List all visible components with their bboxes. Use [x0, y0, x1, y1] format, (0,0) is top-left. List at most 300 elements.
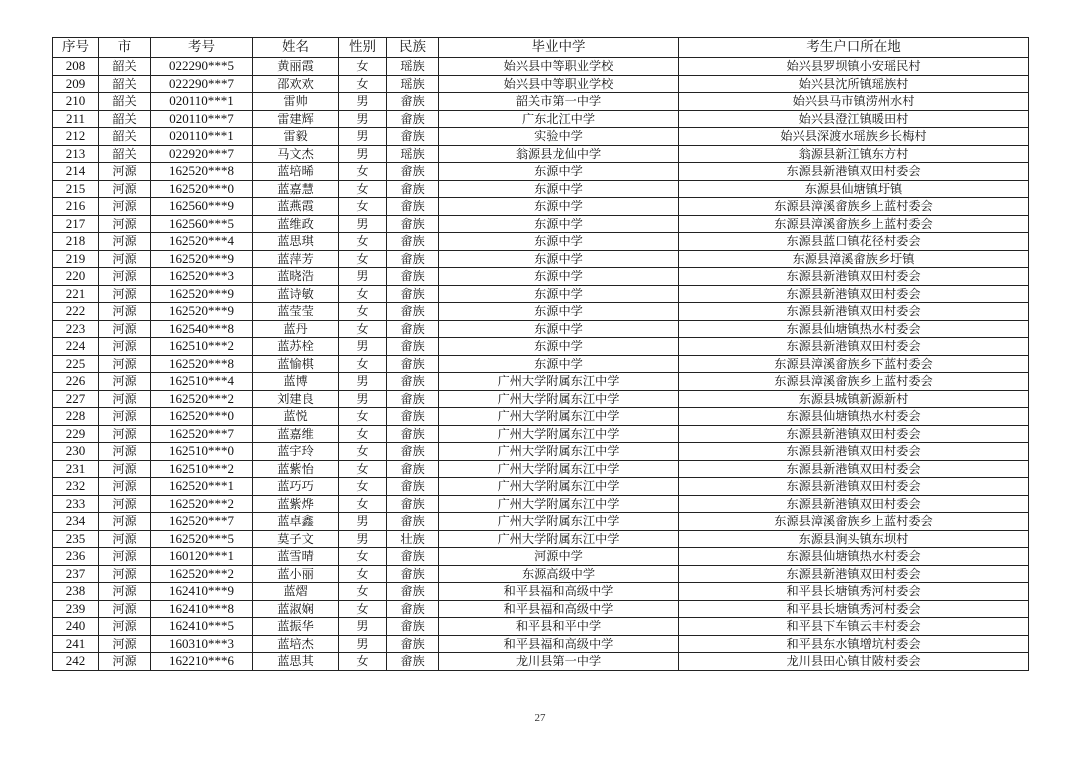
cell-seq: 232	[53, 478, 99, 496]
cell-household: 始兴县沈所镇瑶族村	[679, 75, 1029, 93]
cell-ethnicity: 畲族	[387, 425, 439, 443]
cell-seq: 215	[53, 180, 99, 198]
cell-city: 河源	[99, 460, 151, 478]
table-row	[53, 128, 1029, 146]
cell-school: 始兴县中等职业学校	[439, 75, 679, 93]
cell-gender: 男	[339, 145, 387, 163]
cell-school: 和平县和平中学	[439, 618, 679, 636]
cell-gender: 女	[339, 653, 387, 671]
cell-name: 蓝培杰	[253, 635, 339, 653]
cell-city: 河源	[99, 163, 151, 181]
cell-exam-no: 162510***2	[151, 460, 253, 478]
cell-city: 韶关	[99, 93, 151, 111]
cell-exam-no: 162560***9	[151, 198, 253, 216]
cell-name: 邵欢欢	[253, 75, 339, 93]
cell-ethnicity: 畲族	[387, 180, 439, 198]
table-row	[53, 478, 1029, 496]
header-row	[53, 38, 1029, 58]
cell-ethnicity: 畲族	[387, 215, 439, 233]
cell-city: 河源	[99, 268, 151, 286]
cell-name: 蓝卓鑫	[253, 513, 339, 531]
table-row	[53, 425, 1029, 443]
cell-exam-no: 022290***7	[151, 75, 253, 93]
cell-seq: 212	[53, 128, 99, 146]
cell-ethnicity: 畲族	[387, 110, 439, 128]
cell-seq: 231	[53, 460, 99, 478]
cell-ethnicity: 畲族	[387, 93, 439, 111]
cell-household: 东源县新港镇双田村委会	[679, 285, 1029, 303]
cell-school: 河源中学	[439, 548, 679, 566]
cell-name: 蓝紫怡	[253, 460, 339, 478]
cell-name: 马文杰	[253, 145, 339, 163]
cell-name: 蓝苏栓	[253, 338, 339, 356]
table-row	[53, 408, 1029, 426]
cell-exam-no: 162510***4	[151, 373, 253, 391]
cell-name: 蓝丹	[253, 320, 339, 338]
cell-name: 蓝培晞	[253, 163, 339, 181]
cell-name: 蓝愉棋	[253, 355, 339, 373]
cell-household: 东源县仙塘镇热水村委会	[679, 320, 1029, 338]
cell-city: 河源	[99, 443, 151, 461]
cell-household: 东源县新港镇双田村委会	[679, 338, 1029, 356]
cell-name: 蓝博	[253, 373, 339, 391]
cell-ethnicity: 畲族	[387, 565, 439, 583]
cell-seq: 241	[53, 635, 99, 653]
cell-gender: 男	[339, 390, 387, 408]
cell-household: 东源县城镇新源新村	[679, 390, 1029, 408]
cell-seq: 235	[53, 530, 99, 548]
cell-school: 东源中学	[439, 268, 679, 286]
cell-household: 始兴县澄江镇暖田村	[679, 110, 1029, 128]
cell-school: 东源中学	[439, 320, 679, 338]
table-row	[53, 373, 1029, 391]
cell-school: 东源高级中学	[439, 565, 679, 583]
cell-name: 蓝紫烨	[253, 495, 339, 513]
table-row	[53, 145, 1029, 163]
cell-school: 广州大学附属东江中学	[439, 460, 679, 478]
cell-household: 东源县漳溪畲族乡上蓝村委会	[679, 373, 1029, 391]
table-row	[53, 163, 1029, 181]
cell-exam-no: 162560***5	[151, 215, 253, 233]
table-row	[53, 513, 1029, 531]
cell-household: 东源县新港镇双田村委会	[679, 443, 1029, 461]
cell-school: 东源中学	[439, 338, 679, 356]
cell-name: 黄丽霞	[253, 58, 339, 76]
cell-name: 蓝思其	[253, 653, 339, 671]
cell-ethnicity: 畲族	[387, 303, 439, 321]
table-row	[53, 530, 1029, 548]
cell-household: 东源县新港镇双田村委会	[679, 268, 1029, 286]
table-row	[53, 75, 1029, 93]
cell-seq: 236	[53, 548, 99, 566]
cell-exam-no: 162520***5	[151, 530, 253, 548]
cell-name: 蓝宇玲	[253, 443, 339, 461]
cell-school: 东源中学	[439, 163, 679, 181]
cell-gender: 男	[339, 93, 387, 111]
cell-ethnicity: 畲族	[387, 233, 439, 251]
cell-school: 和平县福和高级中学	[439, 635, 679, 653]
cell-city: 韶关	[99, 75, 151, 93]
table-row	[53, 618, 1029, 636]
cell-gender: 女	[339, 600, 387, 618]
cell-gender: 女	[339, 565, 387, 583]
cell-gender: 女	[339, 58, 387, 76]
cell-ethnicity: 畲族	[387, 443, 439, 461]
student-roster-table	[52, 37, 1029, 671]
cell-exam-no: 162520***4	[151, 233, 253, 251]
cell-name: 蓝莹莹	[253, 303, 339, 321]
cell-seq: 230	[53, 443, 99, 461]
cell-city: 河源	[99, 495, 151, 513]
cell-ethnicity: 畲族	[387, 478, 439, 496]
table-row	[53, 250, 1029, 268]
cell-seq: 213	[53, 145, 99, 163]
cell-gender: 男	[339, 618, 387, 636]
cell-gender: 女	[339, 320, 387, 338]
cell-name: 雷帅	[253, 93, 339, 111]
table-row	[53, 355, 1029, 373]
cell-seq: 240	[53, 618, 99, 636]
cell-exam-no: 162410***8	[151, 600, 253, 618]
cell-city: 河源	[99, 600, 151, 618]
cell-name: 蓝维政	[253, 215, 339, 233]
cell-exam-no: 162520***8	[151, 355, 253, 373]
cell-household: 东源县涧头镇东坝村	[679, 530, 1029, 548]
cell-household: 东源县漳溪畲族乡上蓝村委会	[679, 215, 1029, 233]
cell-ethnicity: 畲族	[387, 495, 439, 513]
cell-name: 刘建良	[253, 390, 339, 408]
cell-city: 河源	[99, 180, 151, 198]
cell-household: 和平县下车镇云丰村委会	[679, 618, 1029, 636]
cell-gender: 男	[339, 373, 387, 391]
cell-seq: 221	[53, 285, 99, 303]
cell-seq: 211	[53, 110, 99, 128]
table-row	[53, 303, 1029, 321]
cell-household: 始兴县深渡水瑶族乡长梅村	[679, 128, 1029, 146]
cell-gender: 男	[339, 513, 387, 531]
cell-name: 蓝雪晴	[253, 548, 339, 566]
cell-exam-no: 162510***0	[151, 443, 253, 461]
header-school: 毕业中学	[439, 38, 679, 58]
cell-seq: 242	[53, 653, 99, 671]
cell-city: 河源	[99, 338, 151, 356]
cell-household: 和平县长塘镇秀河村委会	[679, 600, 1029, 618]
cell-exam-no: 162540***8	[151, 320, 253, 338]
cell-household: 东源县漳溪畲族乡下蓝村委会	[679, 355, 1029, 373]
table-row	[53, 93, 1029, 111]
cell-name: 蓝淑娴	[253, 600, 339, 618]
cell-ethnicity: 畲族	[387, 163, 439, 181]
cell-school: 广州大学附属东江中学	[439, 443, 679, 461]
header-gender: 性别	[339, 38, 387, 58]
cell-city: 河源	[99, 390, 151, 408]
cell-exam-no: 162520***0	[151, 180, 253, 198]
cell-city: 韶关	[99, 58, 151, 76]
cell-exam-no: 162520***9	[151, 250, 253, 268]
cell-name: 蓝嘉维	[253, 425, 339, 443]
cell-gender: 女	[339, 583, 387, 601]
cell-school: 和平县福和高级中学	[439, 583, 679, 601]
cell-seq: 234	[53, 513, 99, 531]
cell-city: 河源	[99, 618, 151, 636]
cell-seq: 209	[53, 75, 99, 93]
cell-household: 东源县新港镇双田村委会	[679, 425, 1029, 443]
cell-seq: 222	[53, 303, 99, 321]
table-row	[53, 565, 1029, 583]
cell-seq: 210	[53, 93, 99, 111]
cell-ethnicity: 瑶族	[387, 58, 439, 76]
cell-city: 河源	[99, 583, 151, 601]
cell-name: 雷建辉	[253, 110, 339, 128]
cell-school: 始兴县中等职业学校	[439, 58, 679, 76]
cell-city: 河源	[99, 215, 151, 233]
cell-school: 和平县福和高级中学	[439, 600, 679, 618]
cell-name: 蓝萍芳	[253, 250, 339, 268]
cell-household: 和平县长塘镇秀河村委会	[679, 583, 1029, 601]
cell-gender: 女	[339, 180, 387, 198]
cell-exam-no: 160120***1	[151, 548, 253, 566]
table-row	[53, 268, 1029, 286]
cell-seq: 218	[53, 233, 99, 251]
cell-gender: 女	[339, 355, 387, 373]
table-body	[53, 58, 1029, 671]
cell-city: 河源	[99, 653, 151, 671]
cell-school: 东源中学	[439, 250, 679, 268]
cell-name: 蓝巧巧	[253, 478, 339, 496]
cell-school: 龙川县第一中学	[439, 653, 679, 671]
table-row	[53, 583, 1029, 601]
cell-exam-no: 162520***8	[151, 163, 253, 181]
cell-seq: 214	[53, 163, 99, 181]
cell-school: 实验中学	[439, 128, 679, 146]
cell-household: 东源县仙塘镇热水村委会	[679, 548, 1029, 566]
table-row	[53, 198, 1029, 216]
cell-gender: 女	[339, 478, 387, 496]
cell-gender: 女	[339, 443, 387, 461]
cell-ethnicity: 畲族	[387, 198, 439, 216]
cell-city: 河源	[99, 513, 151, 531]
cell-city: 河源	[99, 303, 151, 321]
cell-ethnicity: 畲族	[387, 355, 439, 373]
cell-school: 广州大学附属东江中学	[439, 425, 679, 443]
cell-exam-no: 162520***9	[151, 285, 253, 303]
table-row	[53, 110, 1029, 128]
header-household: 考生户口所在地	[679, 38, 1029, 58]
table-row	[53, 285, 1029, 303]
header-city: 市	[99, 38, 151, 58]
cell-seq: 227	[53, 390, 99, 408]
cell-ethnicity: 畲族	[387, 320, 439, 338]
cell-city: 河源	[99, 565, 151, 583]
cell-name: 蓝思琪	[253, 233, 339, 251]
table-row	[53, 635, 1029, 653]
table-row	[53, 390, 1029, 408]
cell-city: 河源	[99, 530, 151, 548]
cell-city: 韶关	[99, 110, 151, 128]
cell-school: 东源中学	[439, 198, 679, 216]
cell-name: 蓝诗敏	[253, 285, 339, 303]
cell-city: 河源	[99, 408, 151, 426]
table-row	[53, 233, 1029, 251]
cell-ethnicity: 畲族	[387, 583, 439, 601]
cell-household: 东源县仙塘镇热水村委会	[679, 408, 1029, 426]
cell-exam-no: 162520***9	[151, 303, 253, 321]
cell-school: 广州大学附属东江中学	[439, 390, 679, 408]
cell-household: 始兴县马市镇涝州水村	[679, 93, 1029, 111]
header-seq: 序号	[53, 38, 99, 58]
cell-school: 东源中学	[439, 233, 679, 251]
cell-city: 韶关	[99, 128, 151, 146]
cell-seq: 225	[53, 355, 99, 373]
header-exam-no: 考号	[151, 38, 253, 58]
cell-school: 广州大学附属东江中学	[439, 513, 679, 531]
cell-exam-no: 022290***5	[151, 58, 253, 76]
cell-school: 广州大学附属东江中学	[439, 530, 679, 548]
table-row	[53, 320, 1029, 338]
cell-city: 河源	[99, 285, 151, 303]
cell-exam-no: 162520***7	[151, 513, 253, 531]
cell-gender: 女	[339, 495, 387, 513]
cell-gender: 女	[339, 408, 387, 426]
cell-gender: 女	[339, 75, 387, 93]
cell-name: 雷毅	[253, 128, 339, 146]
table-row	[53, 495, 1029, 513]
cell-gender: 女	[339, 460, 387, 478]
cell-seq: 224	[53, 338, 99, 356]
cell-name: 蓝熠	[253, 583, 339, 601]
cell-household: 东源县新港镇双田村委会	[679, 495, 1029, 513]
cell-city: 河源	[99, 250, 151, 268]
cell-household: 东源县新港镇双田村委会	[679, 565, 1029, 583]
cell-ethnicity: 畲族	[387, 250, 439, 268]
cell-ethnicity: 畲族	[387, 338, 439, 356]
cell-gender: 男	[339, 215, 387, 233]
cell-gender: 男	[339, 530, 387, 548]
cell-school: 东源中学	[439, 355, 679, 373]
cell-school: 广州大学附属东江中学	[439, 373, 679, 391]
cell-gender: 男	[339, 268, 387, 286]
cell-city: 韶关	[99, 145, 151, 163]
cell-city: 河源	[99, 548, 151, 566]
cell-ethnicity: 畲族	[387, 513, 439, 531]
cell-ethnicity: 畲族	[387, 618, 439, 636]
cell-gender: 女	[339, 250, 387, 268]
cell-gender: 女	[339, 303, 387, 321]
table-header	[53, 38, 1029, 58]
cell-school: 东源中学	[439, 285, 679, 303]
cell-exam-no: 162520***3	[151, 268, 253, 286]
cell-gender: 男	[339, 128, 387, 146]
cell-exam-no: 162510***2	[151, 338, 253, 356]
cell-name: 蓝燕霞	[253, 198, 339, 216]
cell-exam-no: 162410***9	[151, 583, 253, 601]
cell-ethnicity: 畲族	[387, 635, 439, 653]
cell-name: 蓝悦	[253, 408, 339, 426]
cell-household: 翁源县新江镇东方村	[679, 145, 1029, 163]
cell-seq: 238	[53, 583, 99, 601]
table-row	[53, 215, 1029, 233]
table-row	[53, 600, 1029, 618]
cell-school: 广东北江中学	[439, 110, 679, 128]
cell-gender: 男	[339, 635, 387, 653]
cell-household: 东源县漳溪畲族乡上蓝村委会	[679, 198, 1029, 216]
table-row	[53, 338, 1029, 356]
cell-gender: 女	[339, 198, 387, 216]
table-row	[53, 58, 1029, 76]
cell-exam-no: 020110***7	[151, 110, 253, 128]
cell-city: 河源	[99, 355, 151, 373]
cell-ethnicity: 瑶族	[387, 145, 439, 163]
cell-name: 蓝嘉慧	[253, 180, 339, 198]
cell-city: 河源	[99, 478, 151, 496]
cell-exam-no: 162520***1	[151, 478, 253, 496]
cell-exam-no: 162520***2	[151, 565, 253, 583]
cell-seq: 229	[53, 425, 99, 443]
cell-seq: 228	[53, 408, 99, 426]
cell-gender: 女	[339, 233, 387, 251]
cell-name: 蓝小丽	[253, 565, 339, 583]
cell-school: 韶关市第一中学	[439, 93, 679, 111]
cell-ethnicity: 畲族	[387, 460, 439, 478]
cell-exam-no: 162520***7	[151, 425, 253, 443]
cell-ethnicity: 畲族	[387, 373, 439, 391]
cell-household: 龙川县田心镇甘陂村委会	[679, 653, 1029, 671]
cell-exam-no: 162520***2	[151, 390, 253, 408]
cell-school: 广州大学附属东江中学	[439, 408, 679, 426]
cell-ethnicity: 畲族	[387, 390, 439, 408]
cell-gender: 女	[339, 425, 387, 443]
table-row	[53, 548, 1029, 566]
cell-seq: 237	[53, 565, 99, 583]
cell-exam-no: 162520***0	[151, 408, 253, 426]
cell-exam-no: 160310***3	[151, 635, 253, 653]
cell-ethnicity: 畲族	[387, 285, 439, 303]
cell-household: 始兴县罗坝镇小安瑶民村	[679, 58, 1029, 76]
cell-city: 河源	[99, 635, 151, 653]
table-row	[53, 460, 1029, 478]
cell-household: 东源县新港镇双田村委会	[679, 303, 1029, 321]
cell-name: 莫子文	[253, 530, 339, 548]
cell-household: 东源县仙塘镇圩镇	[679, 180, 1029, 198]
table-row	[53, 180, 1029, 198]
cell-gender: 女	[339, 548, 387, 566]
cell-ethnicity: 畲族	[387, 128, 439, 146]
cell-seq: 216	[53, 198, 99, 216]
cell-exam-no: 020110***1	[151, 93, 253, 111]
cell-household: 和平县东水镇增坑村委会	[679, 635, 1029, 653]
cell-ethnicity: 畲族	[387, 600, 439, 618]
cell-exam-no: 020110***1	[151, 128, 253, 146]
cell-household: 东源县漳溪畲族乡上蓝村委会	[679, 513, 1029, 531]
cell-seq: 208	[53, 58, 99, 76]
cell-seq: 239	[53, 600, 99, 618]
cell-school: 东源中学	[439, 180, 679, 198]
cell-ethnicity: 瑶族	[387, 75, 439, 93]
cell-name: 蓝振华	[253, 618, 339, 636]
cell-seq: 223	[53, 320, 99, 338]
cell-name: 蓝晓浩	[253, 268, 339, 286]
cell-city: 河源	[99, 320, 151, 338]
cell-school: 广州大学附属东江中学	[439, 478, 679, 496]
cell-gender: 男	[339, 110, 387, 128]
cell-gender: 男	[339, 338, 387, 356]
header-ethnicity: 民族	[387, 38, 439, 58]
cell-school: 东源中学	[439, 215, 679, 233]
table-row	[53, 443, 1029, 461]
cell-exam-no: 162520***2	[151, 495, 253, 513]
cell-ethnicity: 畲族	[387, 548, 439, 566]
cell-city: 河源	[99, 198, 151, 216]
